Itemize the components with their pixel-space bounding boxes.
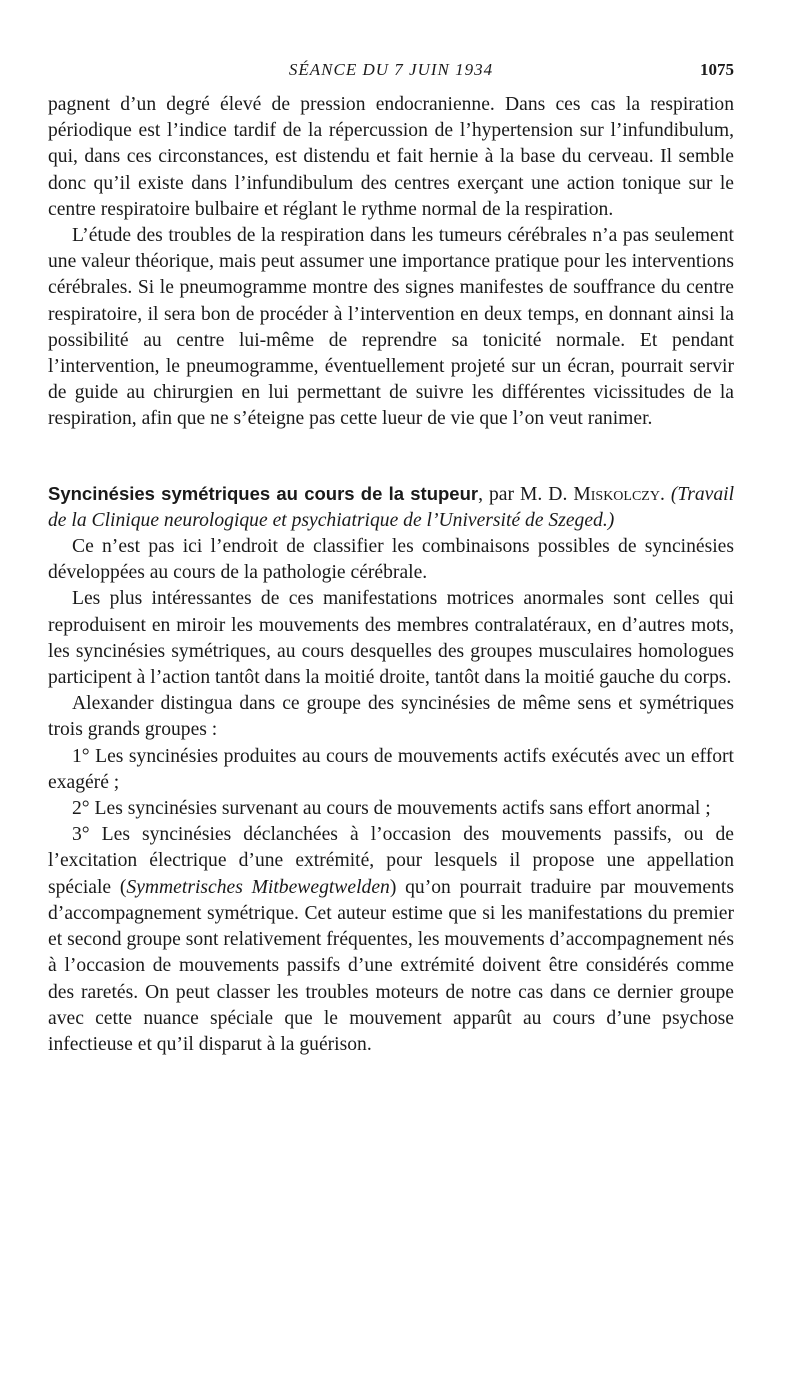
list-item-text-after: ) qu’on pourrait traduire par mouvements d’accompagnement symétrique. Cet auteur estime que si les manifestations du premier et second groupe sont relativement fréquentes, les mouvements d’accompagnement nés à l’occasion de mouvements passifs d’une extrémité doivent être considérés comme des raretés. On peut classer les troubles moteurs de notre cas dans ce dernier groupe avec cette nuance spéciale que le mouvement apparût au cours d’une psychose infectieuse et qu’il disparut à la guérison.: [48, 876, 734, 1055]
page-body: [48, 92, 734, 1058]
list-item-last: [48, 822, 734, 1058]
article-heading: Syncinésies symétriques au cours de la stupeur, par M. D. Miskolczy. (Travail de la Clinique neurologique et psychiatrique de l’Université de Szeged.): [48, 482, 735, 531]
article-title: Syncinésies symétriques au cours de la stupeur: [48, 482, 479, 504]
list-item-text-before: 3° Les syncinésies déclanchées à l’occasion des mouvements passifs, ou de l’excitation électrique d’une extrémité, pour lesquels il propose une appellation spéciale (: [48, 824, 734, 898]
section-gap: [48, 433, 734, 481]
paragraph: L’étude des troubles de la respiration dans les tumeurs cérébrales n’a pas seulement une valeur théorique, mais peut assumer une importance pratique pour les interventions cérébrales. Si le pneumogramme montre des signes manifestes de souffrance du centre respiratoire, il sera bon de procéder à l’intervention en deux temps, en donnant ainsi la possibilité au centre lui-même de reprendre sa tonicité normale. Et pendant l’intervention, le pneumogramme, éventuellement projeté sur un écran, pourrait servir de guide au chirurgien en lui permettant de suivre les différentes vicissitudes de la respiration, afin que ne s’éteigne pas cette lueur de vie que l’on veut ranimer.: [48, 225, 734, 430]
article-by: , par: [478, 483, 520, 505]
article-author: M. D. Miskolczy: [520, 483, 660, 505]
paragraph: Alexander distingua dans ce groupe des syncinésies de même sens et symétriques trois grands groupes :: [48, 693, 734, 741]
paragraph: Les plus intéressantes de ces manifestations motrices anormales sont celles qui reproduisent en miroir les mouvements des membres contralatéraux, en d’autres mots, les syncinésies symétriques, au cours desquelles des groupes musculaires homologues participent à l’action tantôt dans la moitié droite, tantôt dans la moitié gauche du corps.: [48, 588, 734, 689]
list-item: 1° Les syncinésies produites au cours de mouvements actifs exécutés avec un effort exagéré ;: [48, 745, 734, 793]
running-title: SÉANCE DU 7 JUIN 1934: [288, 60, 494, 79]
list-item: 2° Les syncinésies survenant au cours de mouvements actifs sans effort anormal ;: [72, 798, 711, 820]
article-institution: (Travail de la Clinique neurologique et psychiatrique de l’Université de Szeged.): [48, 483, 735, 531]
paragraph: Ce n’est pas ici l’endroit de classifier les combinaisons possibles de syncinésies développées au cours de la pathologie cérébrale.: [48, 536, 734, 584]
german-term: Symmetrisches Mitbewegtwelden: [126, 876, 390, 898]
group-list: [48, 744, 734, 1058]
paragraph-continuation: pagnent d’un degré élevé de pression endocranienne. Dans ces cas la respiration périodique est l’indice tardif de la répercussion de l’hypertension sur l’infundibulum, qui, dans ces circonstances, est distendu et fait hernie à la base du cerveau. Il semble donc qu’il existe dans l’infundibulum des centres exerçant une action tonique sur le centre respiratoire bulbaire et réglant le rythme normal de la respiration.: [48, 94, 734, 220]
page-number: 1075: [700, 60, 734, 79]
running-header: [48, 60, 734, 88]
